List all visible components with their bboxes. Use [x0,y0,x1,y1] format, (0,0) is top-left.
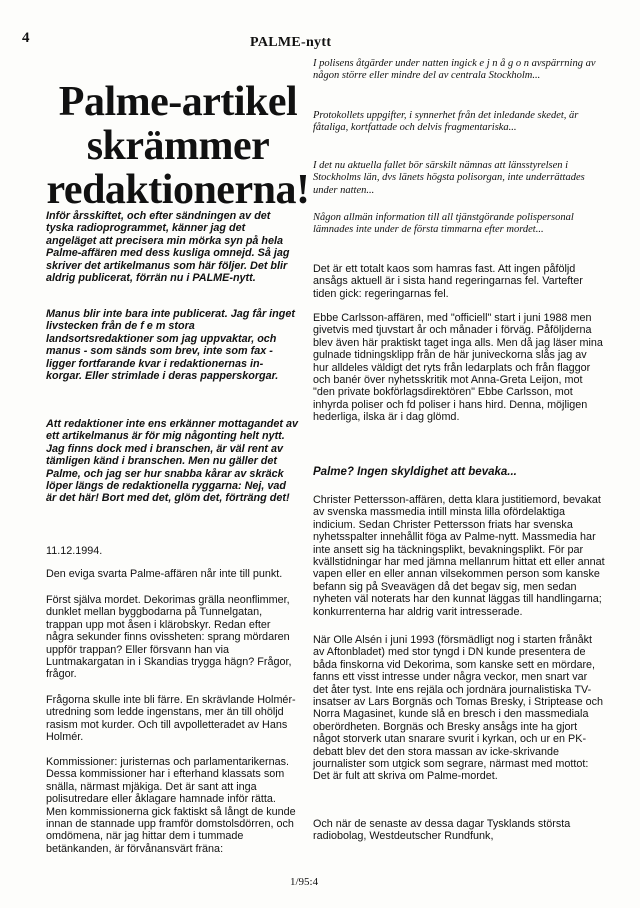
article-date: 11.12.1994. [46,545,103,557]
right-paragraph-5: Och när de senaste av dessa dagar Tysklands största radiobolag, Westdeutscher Rundfunk, [313,818,571,843]
intro-paragraph-3: Att redaktioner inte ens erkänner mottagandet av ett artikelmanus är för mig någonting helt nytt. Jag finns dock med i branschen, är väl rent av tämligen känd i branschen. Men nu gäller det Palme, och jag ser hur snabba kårar av skräck löper längs de redaktionella ryggarna: Nej, vad är det här! Bort med det, glöm det, förträng det! [46,418,298,505]
left-paragraph-1: Den eviga svarta Palme-affären når inte till punkt. [46,568,283,580]
left-paragraph-4: Kommissioner: juristernas och parlamentarikernas. Dessa kommissioner har i efterhand klassats som snälla, närmast mjäkiga. Det är sant att inga polisutredare eller åklagare hamnade inför rätta. Men kommissionerna gick faktiskt så långt de kunde innan de stannade upp framför domstolsdörren, och omdömena, när jag hittar dem i tummade betänkanden, är förvånansvärt fräna: [46,756,296,855]
intro-paragraph-2: Manus blir inte bara inte publicerat. Jag får inget livstecken från de f e m stora landsortsredaktioner som jag uppvaktar, och manus - som sänds som brev, inte som fax - ligger fortfarande kvar i redaktionernas in-korgar. Eller strimlade i deras papperskorgar. [46,308,295,383]
left-paragraph-2: Först själva mordet. Dekorimas grälla neonflimmer, dunklet mellan byggbodarna på Tunnelgatan, trappan upp mot åsen i klärobskyr. Redan efter några sekunder finns ovissheten: sprang mördaren uppför trappan? Eller försvann han via Luntmakargatan in i Skandias trygga hägn? Frågor, frågor. [46,594,292,681]
page-number: 4 [22,30,30,46]
quote-2: Protokollets uppgifter, i synnerhet från det inledande skedet, är fåtaliga, kortfattade och delvis fragmentariska... [313,110,579,134]
quote-1: I polisens åtgärder under natten ingick e j n å g o n avspärrning av någon större eller mindre del av centrala Stockholm... [313,58,596,82]
left-paragraph-3: Frågorna skulle inte bli färre. En skrävlande Holmér-utredning som ledde ingenstans, mer än till ohöljd rasism mot kurder. Och till avpolletteradet av Hans Holmér. [46,694,296,744]
headline: Palme-artikel skrämmer redaktionerna! [46,79,310,213]
right-paragraph-2: Ebbe Carlsson-affären, med "officiell" start i juni 1988 men givetvis med tjuvstart år och månader i förväg. Påföljderna blev även här praktiskt taget inga alls. Men då jag läser mina gulnade tidningsklipp från de här juniveckorna slås jag av hur alldeles väldigt det ryts från ledarplats och från flaggor och banér över nyhetsskritik mot Anna-Greta Leijon, mot "den private bokförlagsdirektören" Ebbe Carlsson, mot inhyrda poliser och fd poliser i hans hird. Denna, möjligen hederliga, ilska är i dag glömd. [313,312,603,424]
right-paragraph-3: Christer Pettersson-affären, detta klara justitiemord, bevakat av svenska massmedia intill minsta lilla ofördelaktiga indicium. Sedan Christer Pettersson friats har svenska nyhetsspalter innehållit föga av Palme-nytt. Massmedia har inte ansett sig ha täckningsplikt, bevakningsplikt. För par kvällstidningar har med jämna mellanrum hittat ett eller annat vapen eller en eller annan vilsekommen person som kanske befann sig på Sveavägen då det begav sig, men sedan nyheten väl noterats har den kunnat läggas till handlingarna; konkurrenterna har aldrig varit intresserade. [313,494,605,618]
subheading: Palme? Ingen skyldighet att bevaka... [313,466,517,478]
publication-header: PALME-nytt [250,35,332,50]
quote-4: Någon allmän information till all tjänstgörande polispersonal lämnades inte under de första timmarna efter mordet... [313,212,574,236]
page-footer: 1/95:4 [290,876,319,888]
quote-3: I det nu aktuella fallet bör särskilt nämnas att länsstyrelsen i Stockholms län, dvs länets högsta polisorgan, inte underrättades under natten... [313,160,585,196]
right-paragraph-4: När Olle Alsén i juni 1993 (försmädligt nog i starten frånåkt av Aftonbladet) med stor tyngd i DN kunde presentera de båda finskorna vid Dekorima, som kanske sett en mördare, fanns ett visst intresse under några veckor, men snart var det åter tyst. Inte ens rejäla och jordnära journalistiska TV-insatser av Lars Borgnäs och Tomas Bresky, i Striptease och Norra Magasinet, kunde slå en bresch i den massmediala oberördheten. Borgnäs och Bresky ansågs inte ha gjort något storverk utan snarare svurit i kyrkan, och ur en PK-debatt blev det den stora massan av icke-skrivande journalister som utgick som segrare, närmast med mottot: Det är fult att skriva om Palme-mordet. [313,634,604,783]
intro-paragraph-1: Inför årsskiftet, och efter sändningen av det tyska radioprogrammet, känner jag det angeläget att precisera min mörka syn på hela Palme-affären med dess kusliga omnejd. Så jag skriver det artikelmanus som här följer. Det blir aldrig publicerat, förrän nu i PALME-nytt. [46,210,290,285]
right-paragraph-1: Det är ett totalt kaos som hamras fast. Att ingen påföljd ansågs aktuell är i sista hand regeringarnas fel. Vartefter tiden gick: regeringarnas fel. [313,263,583,300]
